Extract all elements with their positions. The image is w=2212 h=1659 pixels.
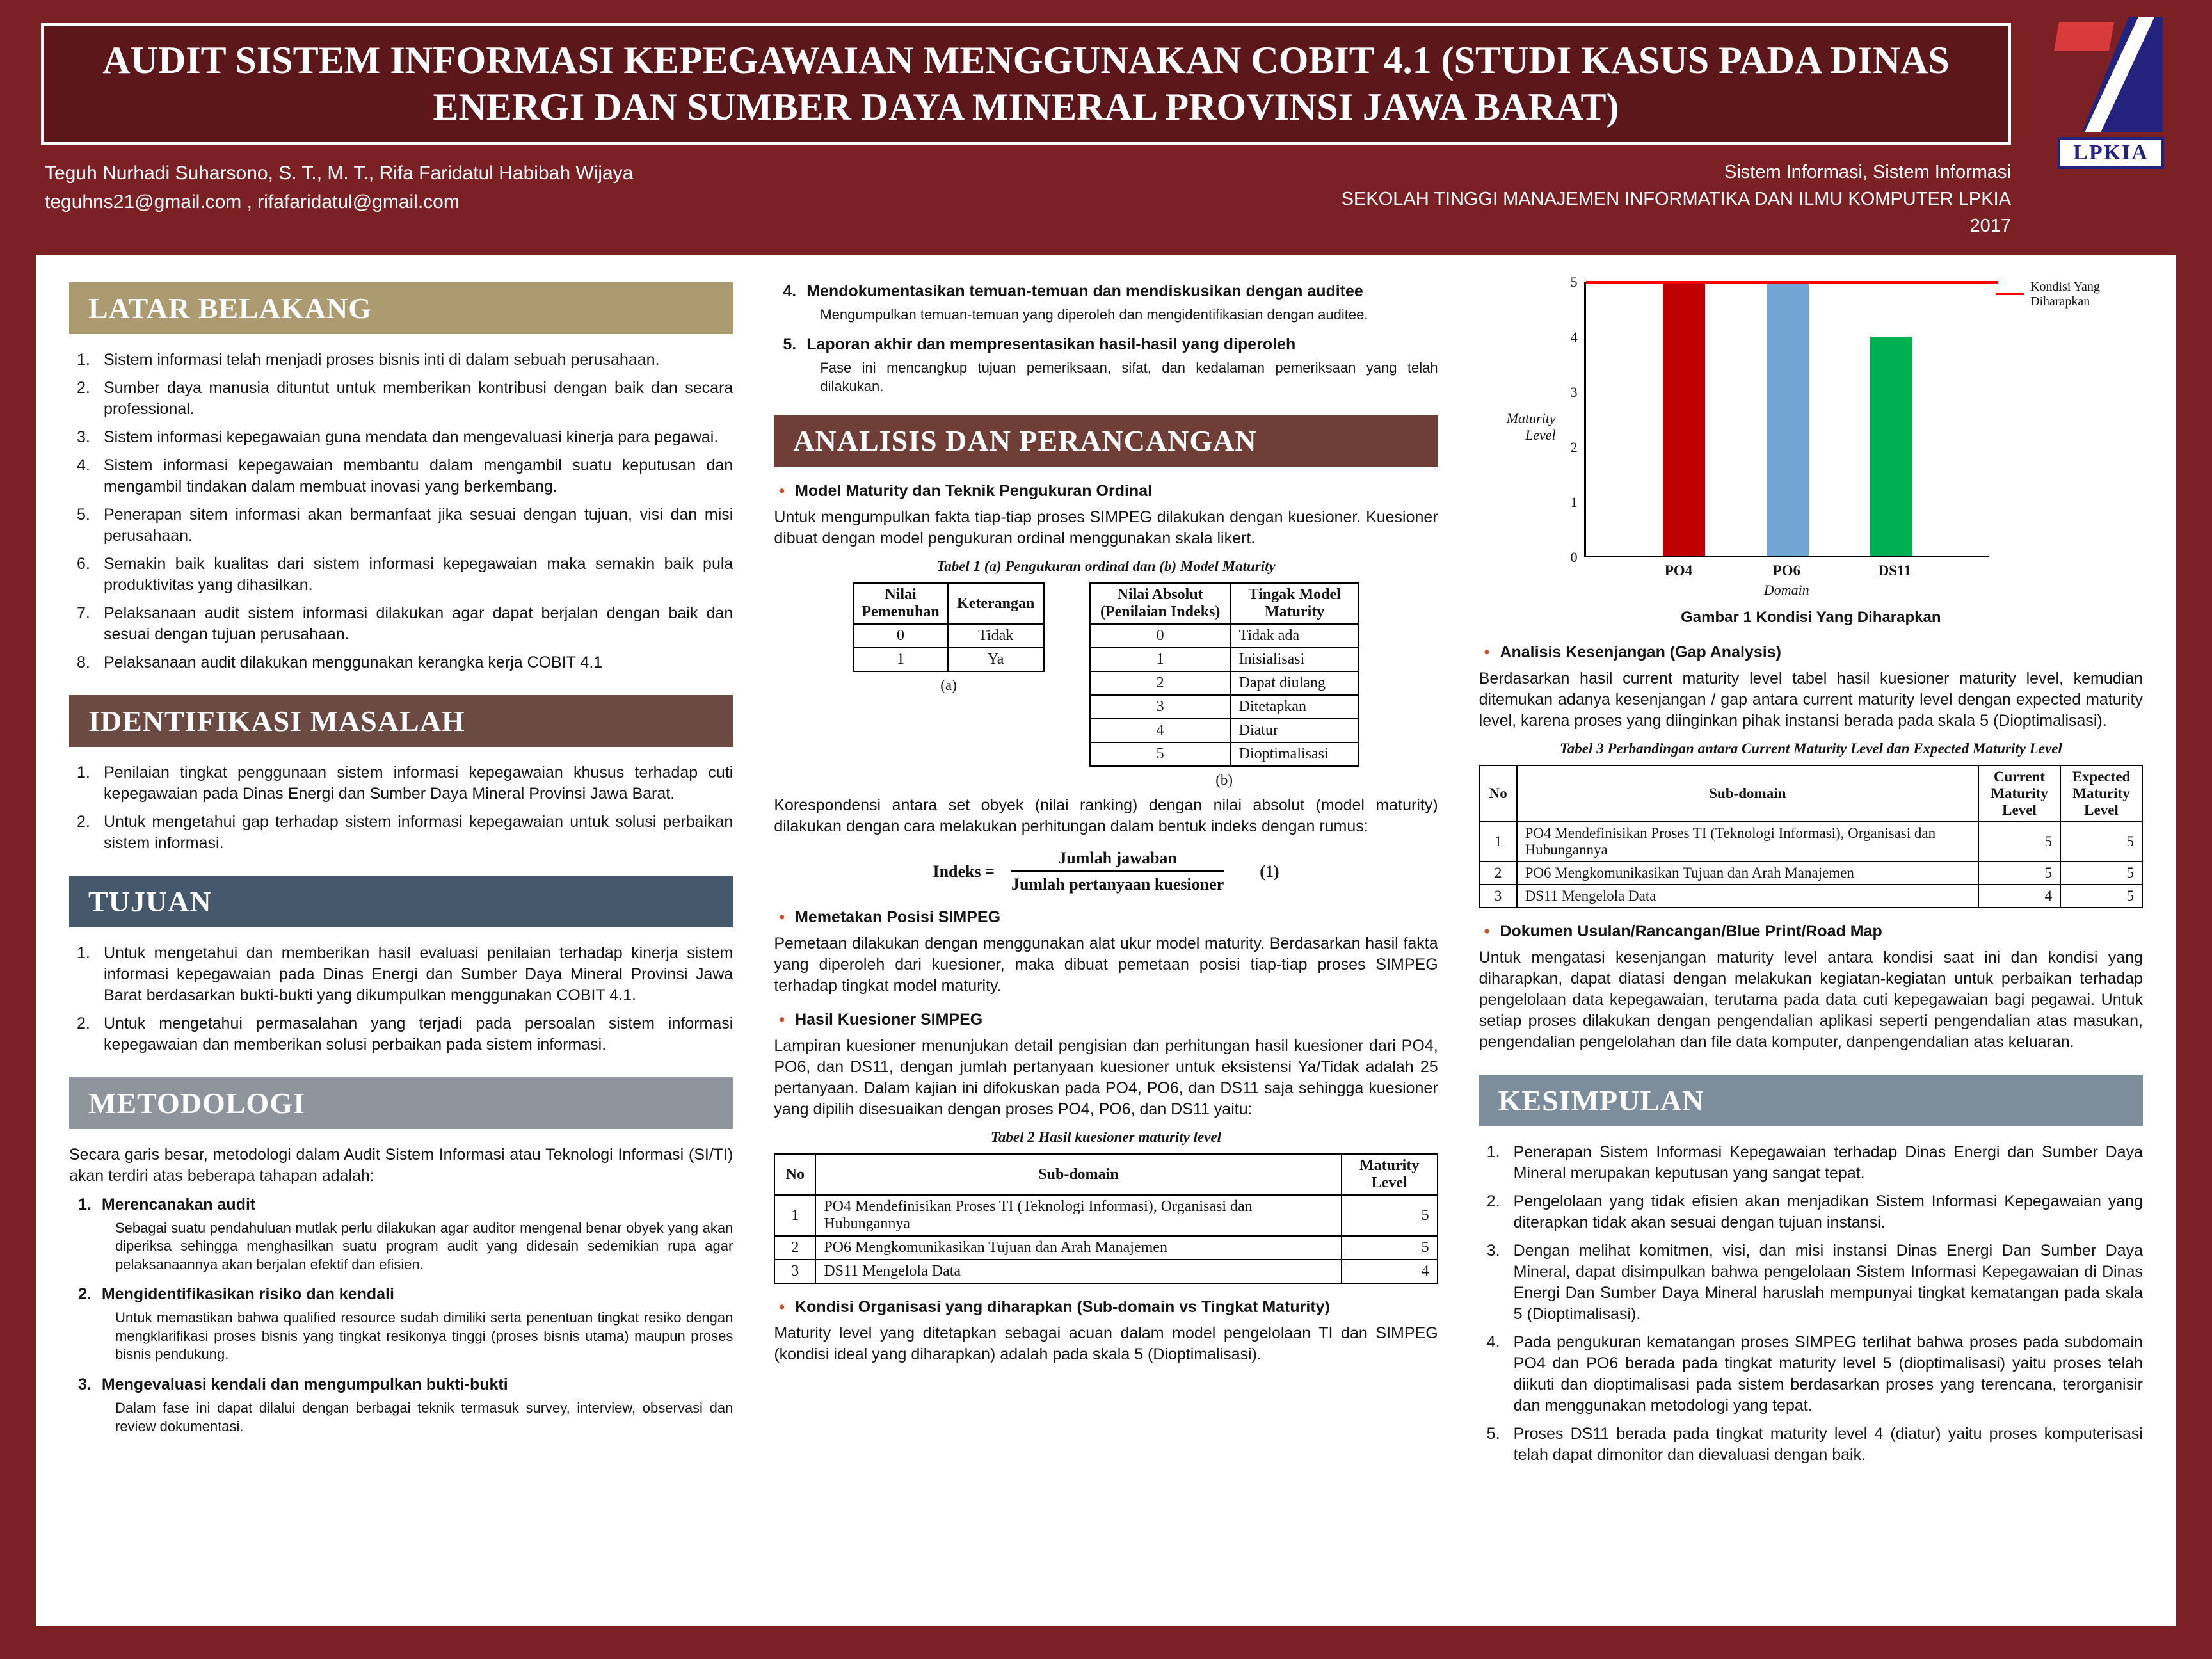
kondisi-organisasi-text: Maturity level yang ditetapkan sebagai acuan dalam model pengelolaan TI dan SIMPEG (kondisi ideal yang diharapkan) adalah pada skala 5 (Dioptimalisasi). xyxy=(774,1324,1438,1364)
table-cell: 0 xyxy=(1090,624,1231,648)
bullet-icon: • xyxy=(1484,643,1490,661)
tabel2-caption: Tabel 2 Hasil kuesioner maturity level xyxy=(990,1129,1222,1146)
x-tick-po4: PO4 xyxy=(1664,562,1693,579)
table-cell: 1 xyxy=(774,1195,815,1236)
korespondensi-text: Korespondensi antara set obyek (nilai ranking) dengan nilai absolut (model maturity) dilakukan dengan cara melakukan perhitungan dalam bentuk indeks dengan rumus: xyxy=(774,796,1438,836)
list-item: Sistem informasi telah menjadi proses bisnis inti di dalam sebuah perusahaan. xyxy=(104,350,660,369)
formula-numerator: Jumlah jawaban xyxy=(1011,849,1224,872)
tabel3-caption: Tabel 3 Perbandingan antara Current Maturity Level dan Expected Maturity Level xyxy=(1559,740,2062,757)
table-cell: 2 xyxy=(1090,671,1231,695)
formula-lhs: Indeks = xyxy=(933,862,995,881)
table-cell: Dapat diulang xyxy=(1231,671,1359,695)
metodologi-step-5 xyxy=(774,335,1438,396)
metodologi-intro: Secara garis besar, metodologi dalam Audit Sistem Informasi atau Teknologi Informasi (SI/TI) akan terdiri atas beberapa tahapan adalah: xyxy=(69,1145,733,1185)
author-emails: teguhns21@gmail.com , rifafaridatul@gmail.com xyxy=(45,191,460,213)
tujuan-list xyxy=(69,943,733,1055)
table-cell: 5 xyxy=(1342,1236,1438,1260)
latar-belakang-list xyxy=(69,349,733,673)
bullet-icon: • xyxy=(779,482,785,501)
list-item: Pengelolaan yang tidak efisien akan menjadikan Sistem Informasi Kepegawaian yang diterapkan tidak akan sesuai dengan tujuan instansi. xyxy=(1513,1192,2143,1231)
table-header-row xyxy=(853,583,1043,624)
list-item: Penerapan Sistem Informasi Kepegawaian terhadap Dinas Energi dan Sumber Daya Mineral merupakan keputusan yang sangat tepat. xyxy=(1513,1142,2143,1182)
table-header-cell: Keterangan xyxy=(948,583,1044,624)
table-row xyxy=(1090,671,1359,695)
step-number: 3. xyxy=(78,1375,92,1394)
section-header-latar-belakang: LATAR BELAKANG xyxy=(69,282,733,334)
table-header-cell: Nilai Pemenuhan xyxy=(853,583,947,624)
table-header-cell: Sub-domain xyxy=(1517,765,1978,822)
tabel1a-block xyxy=(853,582,1044,694)
step-label: Laporan akhir dan mempresentasikan hasil-hasil yang diperoleh xyxy=(806,335,1296,354)
table-cell: 4 xyxy=(1342,1260,1438,1283)
table-row xyxy=(1090,648,1359,671)
x-tick-po6: PO6 xyxy=(1772,562,1801,579)
section-kesimpulan xyxy=(1479,1075,2143,1466)
tabel-1b xyxy=(1089,582,1359,767)
bullet-title: Kondisi Organisasi yang diharapkan (Sub-domain vs Tingkat Maturity) xyxy=(795,1298,1330,1317)
table-cell: 5 xyxy=(1978,822,2060,862)
model-maturity-text: Untuk mengumpulkan fakta tiap-tiap proses SIMPEG dilakukan dengan kuesioner. Kuesioner dibuat dengan model pengukuran ordinal menggunakan skala likert. xyxy=(774,508,1438,548)
step-number: 5. xyxy=(783,335,797,354)
y-tick-label: 1 xyxy=(1570,493,1578,510)
table-cell: DS11 Mengelola Data xyxy=(815,1260,1341,1283)
lpkia-logo-mark xyxy=(2056,17,2165,132)
section-analisis xyxy=(774,415,1438,1365)
list-item: Untuk mengetahui permasalahan yang terjadi pada persoalan sistem informasi kepegawaian dan memberikan solusi perbaikan pada sistem informasi. xyxy=(104,1014,733,1054)
table-row xyxy=(774,1195,1437,1236)
gap-analysis-text: Berdasarkan hasil current maturity level tabel hasil kuesioner maturity level, kemudian ditemukan adanya kesenjangan / gap antara current maturity level dengan expected maturity level, karena proses yang diinginkan pihak instansi berada pada skala 5 (Dioptimalisasi). xyxy=(1479,669,2143,730)
table-cell: Diatur xyxy=(1231,719,1359,742)
table-header-row xyxy=(774,1154,1437,1195)
table-row xyxy=(1480,862,2142,885)
list-item: Pelaksanaan audit sistem informasi dilakukan agar dapat berjalan dengan baik dan sesuai dengan tujuan perusahaan. xyxy=(104,604,733,643)
section-header-metodologi: METODOLOGI xyxy=(69,1077,733,1129)
lpkia-logo-text: LPKIA xyxy=(2058,137,2164,169)
table-cell: Inisialisasi xyxy=(1231,648,1359,671)
table-row xyxy=(853,624,1043,648)
affiliation-block xyxy=(1342,159,2011,239)
y-tick-label: 0 xyxy=(1570,549,1578,565)
table-cell: 1 xyxy=(853,648,947,671)
table-cell: Ya xyxy=(948,648,1044,671)
y-tick-label: 5 xyxy=(1570,273,1578,290)
step-number: 4. xyxy=(783,282,797,300)
bullet-icon: • xyxy=(779,1298,785,1317)
metodologi-step-4 xyxy=(774,282,1438,325)
bullet-icon: • xyxy=(779,908,785,927)
list-item: Dengan melihat komitmen, visi, dan misi instansi Dinas Energi Dan Sumber Daya Mineral, dapat disimpulkan bahwa pengelolaan Sistem Informasi Kepegawaian di Dinas Energi Dan Sumber Daya Mineral haruslah mempunyai tingkat kematangan pada skala 5 (Dioptimalisasi). xyxy=(1513,1241,2143,1323)
table-cell: Ditetapkan xyxy=(1231,695,1359,719)
metodologi-step-heading xyxy=(774,282,1438,301)
formula-fraction xyxy=(1011,849,1224,894)
table-cell: PO6 Mengkomunikasikan Tujuan dan Arah Manajemen xyxy=(815,1236,1341,1260)
table-cell: PO4 Mendefinisikan Proses TI (Teknologi Informasi), Organisasi dan Hubungannya xyxy=(1517,822,1978,862)
bullet-icon: • xyxy=(779,1011,785,1029)
table-cell: 2 xyxy=(1480,862,1517,885)
bar-po6 xyxy=(1767,282,1809,556)
formula-denominator: Jumlah pertanyaan kuesioner xyxy=(1011,875,1224,894)
authors: Teguh Nurhadi Suharsono, S. T., M. T., Rifa Faridatul Habibah Wijaya xyxy=(45,163,634,184)
table-cell: 5 xyxy=(1342,1195,1438,1236)
tabel1-caption: Tabel 1 (a) Pengukuran ordinal dan (b) Model Maturity xyxy=(936,558,1276,575)
table-cell: 5 xyxy=(2060,862,2142,885)
chart-y-axis xyxy=(1562,273,1584,565)
step-label: Mengevaluasi kendali dan mengumpulkan bukti-bukti xyxy=(101,1375,508,1394)
section-header-identifikasi-masalah: IDENTIFIKASI MASALAH xyxy=(69,695,733,747)
authors-block xyxy=(45,159,633,216)
affiliation-institution: SEKOLAH TINGGI MANAJEMEN INFORMATIKA DAN ILMU KOMPUTER LPKIA xyxy=(1341,189,2011,210)
table-row xyxy=(1480,885,2142,908)
kesimpulan-list xyxy=(1479,1142,2143,1466)
step-label: Mengidentifikasikan risiko dan kendali xyxy=(101,1285,394,1304)
table-header-cell: Maturity Level xyxy=(1342,1154,1438,1195)
bullet-icon: • xyxy=(1484,922,1490,940)
chart-plot-wrap xyxy=(1584,282,1989,598)
metodologi-step-2 xyxy=(69,1285,733,1364)
bullet-title: Hasil Kuesioner SIMPEG xyxy=(795,1011,983,1029)
metodologi-step-heading xyxy=(69,1285,733,1304)
column-right xyxy=(1479,273,2143,1599)
bullet-dokumen-usulan xyxy=(1479,922,2143,941)
y-axis-title: Maturity Level xyxy=(1506,410,1556,443)
table-cell: 3 xyxy=(774,1260,815,1283)
table-cell: 0 xyxy=(853,624,947,648)
poster-title: AUDIT SISTEM INFORMASI KEPEGAWAIAN MENGGUNAKAN COBIT 4.1 (STUDI KASUS PADA DINAS ENERGI DAN SUMBER DAYA MINERAL PROVINSI JAWA BARAT) xyxy=(102,39,1950,129)
table-cell: Tidak ada xyxy=(1231,624,1359,648)
identifikasi-masalah-list xyxy=(69,762,733,854)
table-cell: 5 xyxy=(2060,822,2142,862)
section-latar-belakang xyxy=(69,282,733,673)
x-tick-ds11: DS11 xyxy=(1878,562,1911,579)
chart-x-labels xyxy=(1584,557,1989,579)
poster-year: 2017 xyxy=(1969,216,2011,237)
y-tick-label: 3 xyxy=(1570,383,1578,400)
table-cell: 4 xyxy=(1090,719,1231,742)
bullet-model-maturity xyxy=(774,482,1438,501)
section-header-tujuan: TUJUAN xyxy=(69,876,733,927)
list-item: Sistem informasi kepegawaian guna mendata dan mengevaluasi kinerja para pegawai. xyxy=(104,428,719,446)
bullet-title: Dokumen Usulan/Rancangan/Blue Print/Road Map xyxy=(1500,922,1882,940)
bullet-title: Model Maturity dan Teknik Pengukuran Ordinal xyxy=(795,482,1153,501)
tabel-2 xyxy=(774,1153,1438,1284)
step-number: 1. xyxy=(78,1195,92,1214)
figure-caption: Gambar 1 Kondisi Yang Diharapkan xyxy=(1681,608,1941,626)
section-header-analisis: ANALISIS DAN PERANCANGAN xyxy=(774,415,1438,467)
tabel1b-block xyxy=(1089,582,1359,789)
metodologi-step-heading xyxy=(69,1375,733,1394)
table-cell: Dioptimalisasi xyxy=(1231,742,1359,766)
list-item: Penilaian tingkat penggunaan sistem informasi kepegawaian khusus terhadap cuti kepegawaian pada Dinas Energi dan Sumber Daya Mineral Provinsi Jawa Barat. xyxy=(104,763,733,803)
step-description: Fase ini mencangkup tujuan pemeriksaan, sifat, dan kedalaman pemeriksaan yang telah dilakukan. xyxy=(820,360,1438,394)
table-cell: 3 xyxy=(1480,885,1517,908)
step-description: Sebagai suatu pendahuluan mutlak perlu dilakukan agar auditor mengenal benar obyek yang akan diperiksa sehingga menghasilkan suatu program audit yang didesain sedemikian rupa agar pelaksanaannya akan berjalan efektif dan efisien. xyxy=(115,1219,733,1272)
x-axis-title: Domain xyxy=(1763,581,1809,598)
table-header-cell: Sub-domain xyxy=(815,1154,1341,1195)
header-meta-row xyxy=(45,159,2011,239)
step-label: Merencanakan audit xyxy=(101,1195,256,1214)
table-cell: 1 xyxy=(1090,648,1231,671)
bullet-gap-analysis xyxy=(1479,643,2143,662)
table-header-cell: Current Maturity Level xyxy=(1978,765,2060,822)
step-number: 2. xyxy=(78,1285,92,1304)
step-description: Mengumpulkan temuan-temuan yang diperoleh dan mengidentifikasian dengan auditee. xyxy=(820,306,1368,323)
table-cell: PO4 Mendefinisikan Proses TI (Teknologi Informasi), Organisasi dan Hubungannya xyxy=(815,1195,1341,1236)
affiliation-program: Sistem Informasi, Sistem Informasi xyxy=(1724,162,2011,183)
section-identifikasi-masalah xyxy=(69,695,733,854)
bullet-hasil-kuesioner xyxy=(774,1011,1438,1029)
section-header-kesimpulan: KESIMPULAN xyxy=(1479,1075,2143,1126)
section-tujuan xyxy=(69,876,733,1055)
tabel-3 xyxy=(1479,765,2143,908)
table-cell: 4 xyxy=(1978,885,2060,908)
table-header-cell: Expected Maturity Level xyxy=(2060,765,2142,822)
poster-header xyxy=(0,0,2212,255)
table-row xyxy=(1090,719,1359,742)
legend-label: Kondisi Yang Diharapkan xyxy=(2030,279,2100,309)
bullet-title: Memetakan Posisi SIMPEG xyxy=(795,908,1001,927)
chart-plot-area xyxy=(1584,282,1989,557)
target-line xyxy=(1586,281,1998,284)
step-description: Untuk memastikan bahwa qualified resource sudah dimiliki serta penentuan tingkat resiko dengan mengklarifikasi proses bisnis yang tingkat resikonya tinggi (proses bisnis utama) maupun proses bisnis pendukung. xyxy=(115,1310,733,1363)
legend-line-icon xyxy=(1996,293,2024,295)
lpkia-logo xyxy=(2047,17,2175,169)
y-tick-label: 2 xyxy=(1570,438,1578,455)
list-item: Sumber daya manusia dituntut untuk memberikan kontribusi dengan baik dan secara professional. xyxy=(104,378,733,418)
table-header-cell: No xyxy=(774,1154,815,1195)
list-item: Sistem informasi kepegawaian membantu dalam mengambil suatu keputusan dan mengambil tindakan dalam membuat inovasi yang berkembang. xyxy=(104,456,733,495)
table-row xyxy=(774,1260,1437,1283)
table-header-row xyxy=(1480,765,2142,822)
index-formula xyxy=(774,849,1438,894)
table-cell: 5 xyxy=(1978,862,2060,885)
table-row xyxy=(1480,822,2142,862)
section-metodologi xyxy=(69,1077,733,1436)
step-label: Mendokumentasikan temuan-temuan dan mendiskusikan dengan auditee xyxy=(806,282,1363,300)
table-header-cell: Nilai Absolut (Penilaian Indeks) xyxy=(1090,583,1231,624)
table-cell: 3 xyxy=(1090,695,1231,719)
table-row xyxy=(1090,624,1359,648)
list-item: Semakin baik kualitas dari sistem informasi kepegawaian maka semakin baik pula produktivitas yang dihasilkan. xyxy=(104,554,733,594)
list-item: Pelaksanaan audit dilakukan menggunakan kerangka kerja COBIT 4.1 xyxy=(104,653,603,671)
bullet-kondisi-organisasi xyxy=(774,1298,1438,1317)
maturity-chart xyxy=(1479,273,2143,627)
bullet-title: Analisis Kesenjangan (Gap Analysis) xyxy=(1500,643,1781,661)
memetakan-posisi-text: Pemetaan dilakukan dengan menggunakan alat ukur model maturity. Berdasarkan hasil fakta yang diperoleh dari kuesioner, maka dibuat pemetaan posisi tiap-tiap proses SIMPEG terhadap tingkat model maturity. xyxy=(774,934,1438,995)
bullet-memetakan-posisi xyxy=(774,908,1438,927)
metodologi-step-heading xyxy=(774,335,1438,354)
table-row xyxy=(853,648,1043,671)
column-middle xyxy=(774,282,1438,1599)
table-header-cell: Tingak Model Maturity xyxy=(1231,583,1359,624)
list-item: Untuk mengetahui dan memberikan hasil evaluasi penilaian terhadap kinerja sistem informasi kepegawaian pada Dinas Energi dan Sumber Daya Mineral Provinsi Jawa Barat berdasarkan bukti-bukti yang dikumpulkan menggunakan COBIT 4.1. xyxy=(104,943,733,1004)
hasil-kuesioner-text: Lampiran kuesioner menunjukan detail pengisian dan perhitungan hasil kuesioner dari PO4, PO6, dan DS11, dengan jumlah pertanyaan kuesioner untuk eksistensi Ya/Tidak adalah 25 pertanyaan. Dalam kajian ini difokuskan pada PO4, PO6, dan DS11 saja sehingga kuesioner yang dipilih disesuaikan dengan proses PO4, PO6, dan DS11 yaitu: xyxy=(774,1037,1438,1119)
table-cell: 5 xyxy=(2060,885,2142,908)
table-cell: DS11 Mengelola Data xyxy=(1517,885,1978,908)
chart-legend xyxy=(1989,280,2143,309)
bar-ds11 xyxy=(1870,337,1912,556)
metodologi-step-heading xyxy=(69,1196,733,1214)
tabel-1a xyxy=(853,582,1044,672)
step-description: Dalam fase ini dapat dilalui dengan berbagai teknik termasuk survey, interview, observasi dan review dokumentasi. xyxy=(115,1400,733,1434)
metodologi-step-1 xyxy=(69,1196,733,1274)
table-cell: 2 xyxy=(774,1236,815,1260)
poster-title-box xyxy=(41,23,2011,145)
bar-po4 xyxy=(1663,282,1705,556)
formula-equation-number: (1) xyxy=(1260,862,1279,881)
logo-red-shape xyxy=(2054,22,2114,51)
list-item: Pada pengukuran kematangan proses SIMPEG terlihat bahwa proses pada subdomain PO4 dan PO6 berada pada tingkat maturity level 5 (dioptimalisasi) yaitu proses telah diikuti dan dioptimalisasi pada sistem berdasarkan proses yang terencana, terorganisir dan menggunakan metodologi yang tepat. xyxy=(1513,1333,2143,1415)
table-cell: 5 xyxy=(1090,742,1231,766)
chart-body xyxy=(1479,273,2143,598)
list-item: Proses DS11 berada pada tingkat maturity level 4 (diatur) yaitu proses komputerisasi telah dapat dimonitor dan dievaluasi dengan baik. xyxy=(1513,1424,2143,1464)
y-tick-label: 4 xyxy=(1570,328,1578,345)
list-item: Penerapan sitem informasi akan bermanfaat jika sesuai dengan tujuan, visi dan misi perusahaan. xyxy=(104,505,733,545)
column-left xyxy=(69,282,733,1599)
table-cell: 1 xyxy=(1480,822,1517,862)
table-header-cell: No xyxy=(1480,765,1517,822)
tabel1-group xyxy=(774,582,1438,789)
list-item: Untuk mengetahui gap terhadap sistem informasi kepegawaian untuk solusi perbaikan sistem informasi. xyxy=(104,812,733,852)
table-row xyxy=(774,1236,1437,1260)
table-cell: Tidak xyxy=(948,624,1044,648)
table-header-row xyxy=(1090,583,1359,624)
dokumen-usulan-text: Untuk mengatasi kesenjangan maturity level antara kondisi saat ini dan kondisi yang diharapkan, dapat diatasi dengan melakukan kegiatan-kegiatan untuk perbaikan terhadap pengelolaan data kepegawaian, terutama pada data cuti kepegawaian bagi pegawai. Untuk setiap proses dilakukan dengan pengendalian aplikasi seperti pengendalian atas masukan, pengendalian pengelolahan dan file data komputer, danpengendalian atas keluaran. xyxy=(1479,948,2143,1051)
table-row xyxy=(1090,742,1359,766)
poster-content xyxy=(36,255,2176,1626)
table-row xyxy=(1090,695,1359,719)
metodologi-step-3 xyxy=(69,1375,733,1436)
table-cell: PO6 Mengkomunikasikan Tujuan dan Arah Manajemen xyxy=(1517,862,1978,885)
tabel1a-label: (a) xyxy=(940,677,957,694)
tabel1b-label: (b) xyxy=(1215,772,1233,789)
